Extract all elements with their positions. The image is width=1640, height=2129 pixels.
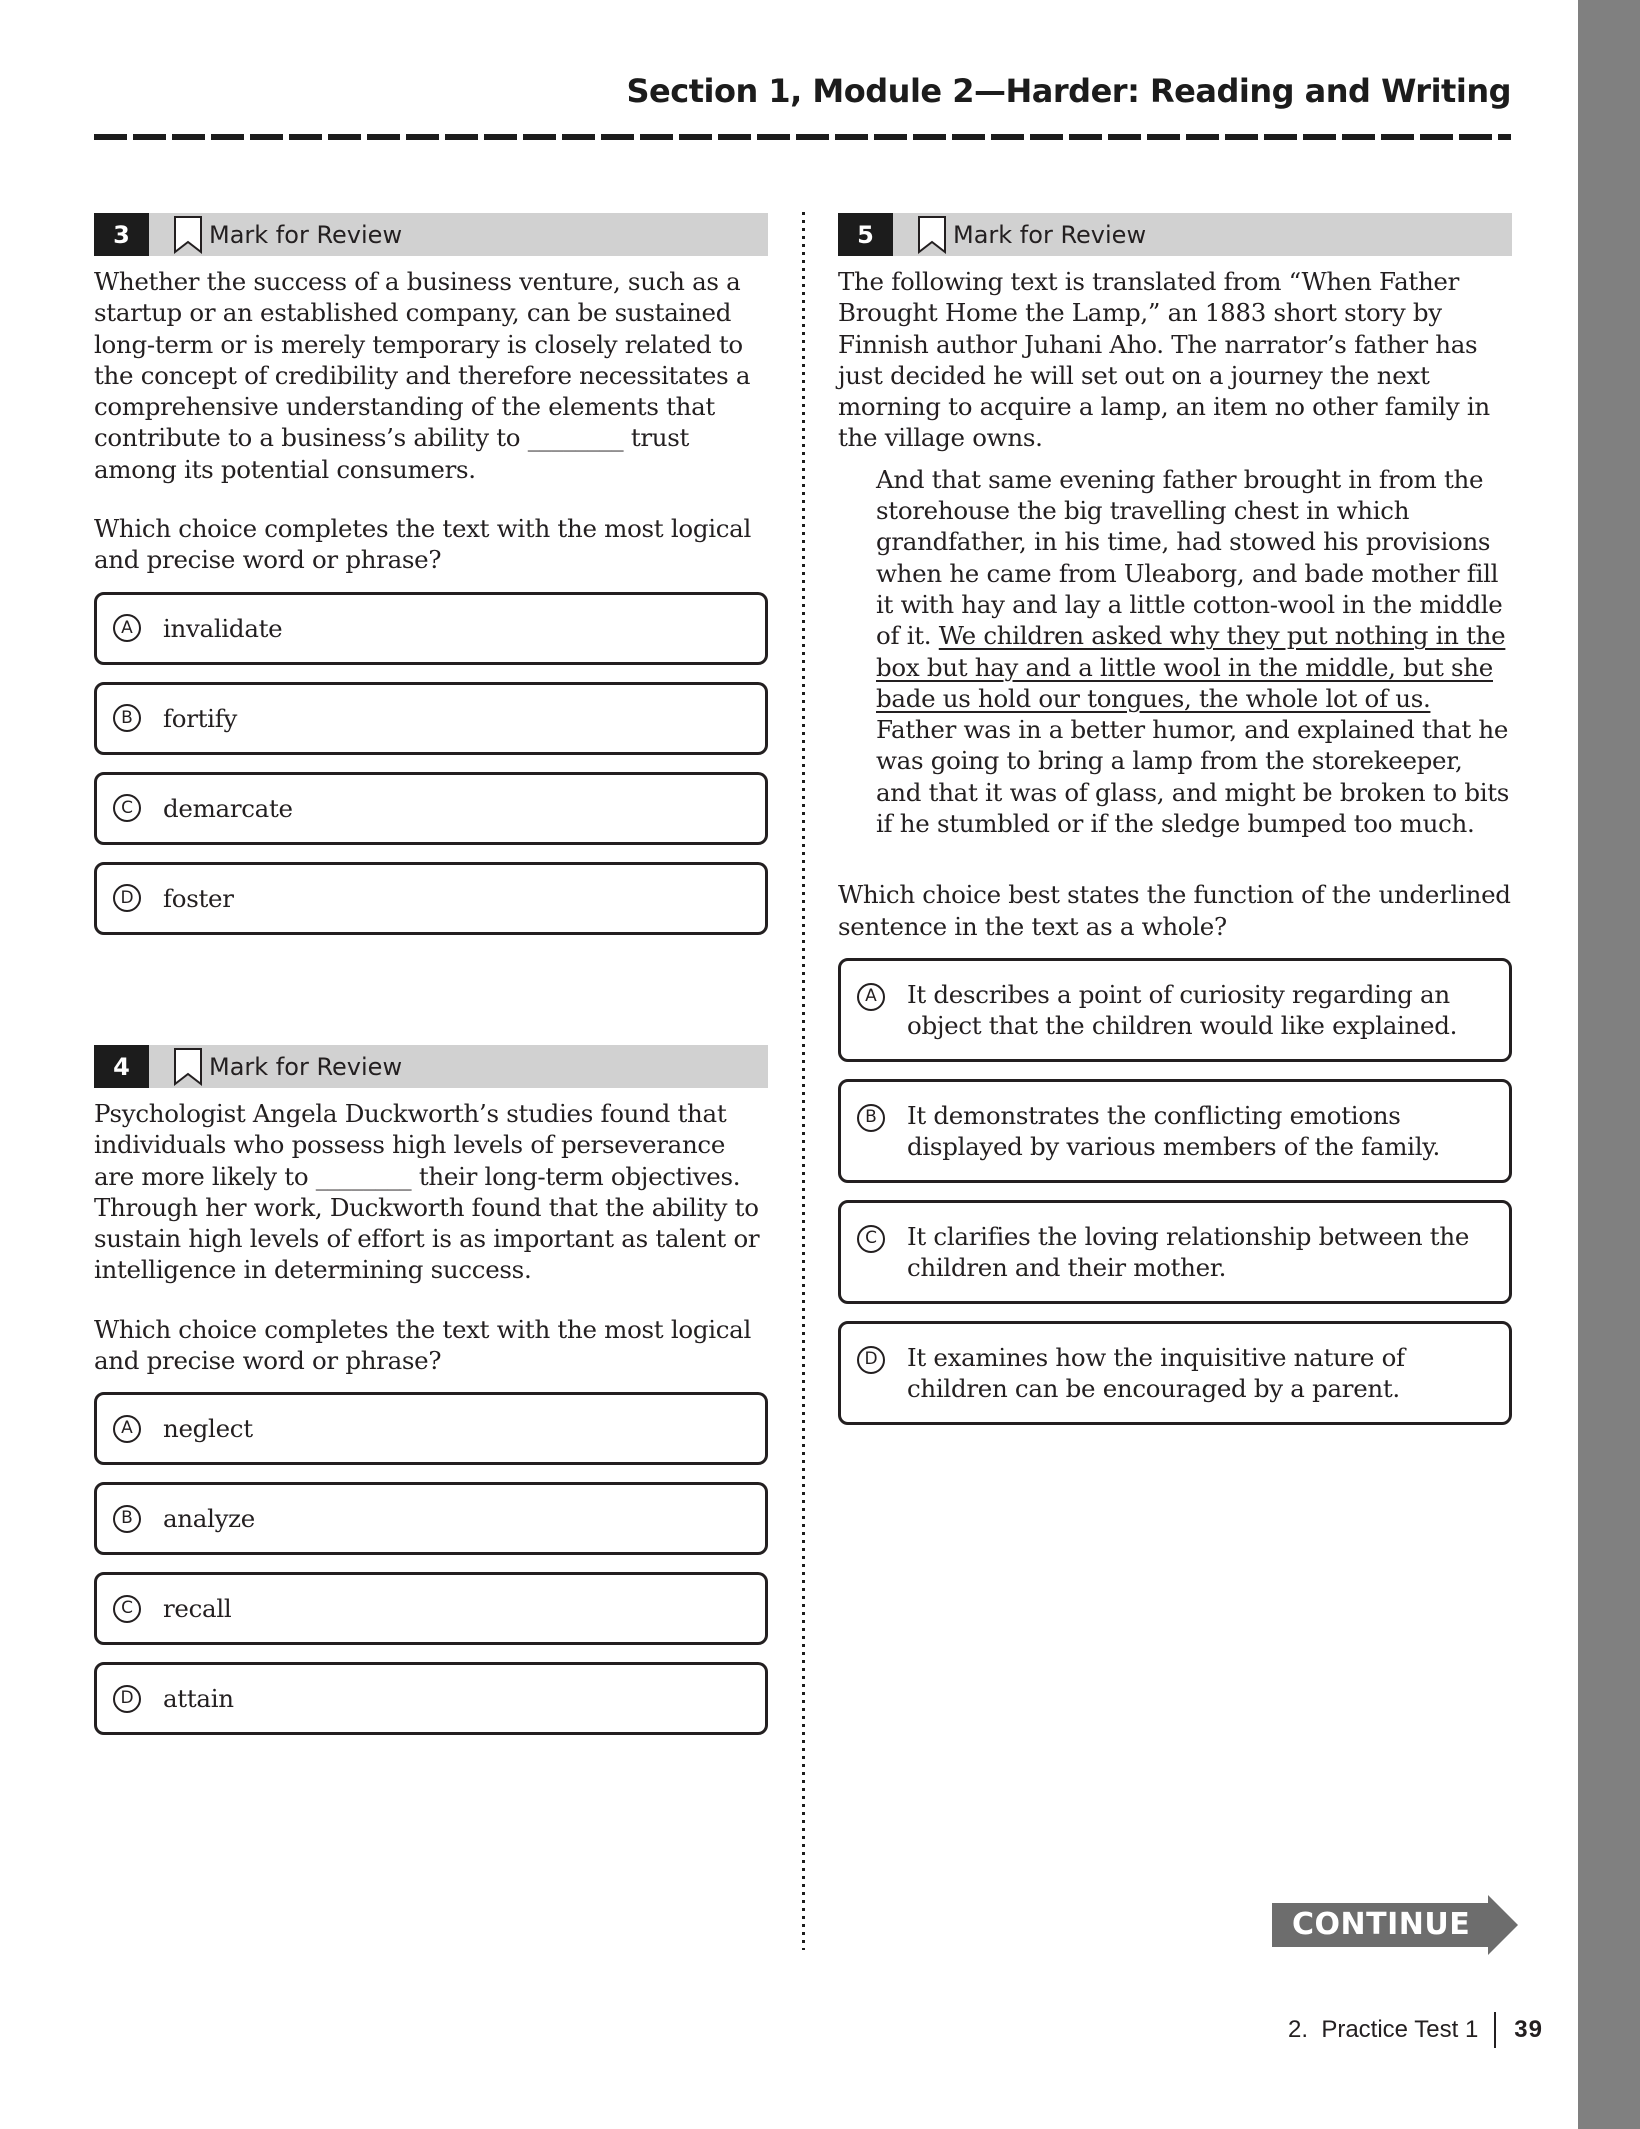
choice-b[interactable]: B It demonstrates the conflicting emotions displayed by various members of the family. xyxy=(838,1079,1512,1183)
question-4 xyxy=(94,1045,768,1752)
answer-choices xyxy=(94,1392,768,1735)
choice-letter-circle-icon: D xyxy=(113,1685,141,1713)
question-number: 4 xyxy=(94,1045,149,1088)
choice-letter-circle-icon: A xyxy=(857,983,885,1011)
mark-for-review-button[interactable]: Mark for Review xyxy=(209,220,403,249)
choice-d[interactable]: D foster xyxy=(94,862,768,935)
continue-label: CONTINUE xyxy=(1292,1907,1471,1942)
blank: ________ xyxy=(527,423,624,453)
bookmark-icon[interactable] xyxy=(173,216,203,254)
bookmark-icon[interactable] xyxy=(173,1048,203,1086)
choice-c[interactable]: C recall xyxy=(94,1572,768,1645)
choice-c[interactable]: C It clarifies the loving relationship between the children and their mother. xyxy=(838,1200,1512,1304)
page-title: Section 1, Module 2—Harder: Reading and Writing xyxy=(626,72,1511,110)
question-3 xyxy=(94,213,768,952)
choice-d[interactable]: D It examines how the inquisitive nature of children can be encouraged by a parent. xyxy=(838,1321,1512,1425)
choice-a[interactable]: A neglect xyxy=(94,1392,768,1465)
question-prompt: Which choice completes the text with the most logical and precise word or phrase? xyxy=(94,514,752,575)
answer-choices xyxy=(94,592,768,935)
choice-letter-circle-icon: B xyxy=(113,704,141,732)
question-5 xyxy=(838,213,1512,1442)
choice-b[interactable]: B analyze xyxy=(94,1482,768,1555)
choice-a[interactable]: A It describes a point of curiosity regarding an object that the children would like explained. xyxy=(838,958,1512,1062)
question-prompt: Which choice best states the function of the underlined sentence in the text as a whole? xyxy=(838,880,1511,941)
quoted-passage: And that same evening father brought in from the storehouse the big travelling chest in which grandfather, in his time, had stowed his provisions when he came from Uleaborg, and bade mother fill it with hay and lay a little cotton-wool in the middle of it. We children asked why they put nothing in the box but hay and a little wool in the middle, but she bade us hold our tongues, the whole lot of us. Father was in a better humor, and explained that he was going to bring a lamp from the storekeeper, and that it was of glass, and might be broken to bits if he stumbled or if the sledge bumped too much. xyxy=(876,464,1510,839)
choice-d[interactable]: D attain xyxy=(94,1662,768,1735)
question-intro: The following text is translated from “When Father Brought Home the Lamp,” an 1883 short story by Finnish author Juhani Aho. The narrator’s father has just decided he will set out on a journey the next morning to acquire a lamp, an item no other family in the village owns. xyxy=(838,267,1490,453)
question-header xyxy=(838,213,1512,256)
blank: ________ xyxy=(315,1161,412,1191)
question-number: 3 xyxy=(94,213,149,256)
title-dashed-rule xyxy=(94,134,1511,140)
choice-letter-circle-icon: A xyxy=(113,614,141,642)
choice-letter-circle-icon: C xyxy=(113,794,141,822)
page-edge-band xyxy=(1578,0,1640,2129)
question-header xyxy=(94,1045,768,1088)
mark-for-review-button[interactable]: Mark for Review xyxy=(209,1052,403,1081)
choice-letter-circle-icon: B xyxy=(113,1505,141,1533)
column-divider xyxy=(802,212,805,1950)
question-prompt: Which choice completes the text with the most logical and precise word or phrase? xyxy=(94,1314,752,1376)
page-footer xyxy=(1288,2012,1543,2048)
choice-letter-circle-icon: B xyxy=(857,1104,885,1132)
choice-a[interactable]: A invalidate xyxy=(94,592,768,665)
mark-for-review-button[interactable]: Mark for Review xyxy=(953,220,1147,249)
question-header xyxy=(94,213,768,256)
choice-letter-circle-icon: D xyxy=(113,884,141,912)
continue-button[interactable] xyxy=(1272,1895,1518,1955)
bookmark-icon[interactable] xyxy=(917,216,947,254)
choice-letter-circle-icon: D xyxy=(857,1346,885,1374)
question-passage: Whether the success of a business venture, such as a startup or an established company, can be sustained long-term or is merely temporary is closely related to the concept of credibility and therefore necessitates a comprehensive understanding of the elements that contribute to a business’s ability to ________ trust among its potential consumers. xyxy=(94,267,751,484)
question-passage: Psychologist Angela Duckworth’s studies found that individuals who possess high levels of perseverance are more likely to ________ their long-term objectives. Through her work, Duckworth found that the ability to sustain high levels of effort is as important as talent or intelligence in determining success. xyxy=(94,1099,760,1285)
choice-letter-circle-icon: C xyxy=(857,1225,885,1253)
page-number: 39 xyxy=(1514,2016,1543,2043)
choice-c[interactable]: C demarcate xyxy=(94,772,768,845)
choice-b[interactable]: B fortify xyxy=(94,682,768,755)
footer-separator xyxy=(1494,2012,1496,2048)
answer-choices xyxy=(838,958,1512,1425)
question-number: 5 xyxy=(838,213,893,256)
chapter-label: 2. Practice Test 1 xyxy=(1287,2016,1479,2043)
choice-letter-circle-icon: C xyxy=(113,1595,141,1623)
choice-letter-circle-icon: A xyxy=(113,1415,141,1443)
underlined-sentence: We children asked why they put nothing in the box but hay and a little wool in the middle, but she bade us hold our tongues, the whole lot of us. xyxy=(876,621,1506,713)
